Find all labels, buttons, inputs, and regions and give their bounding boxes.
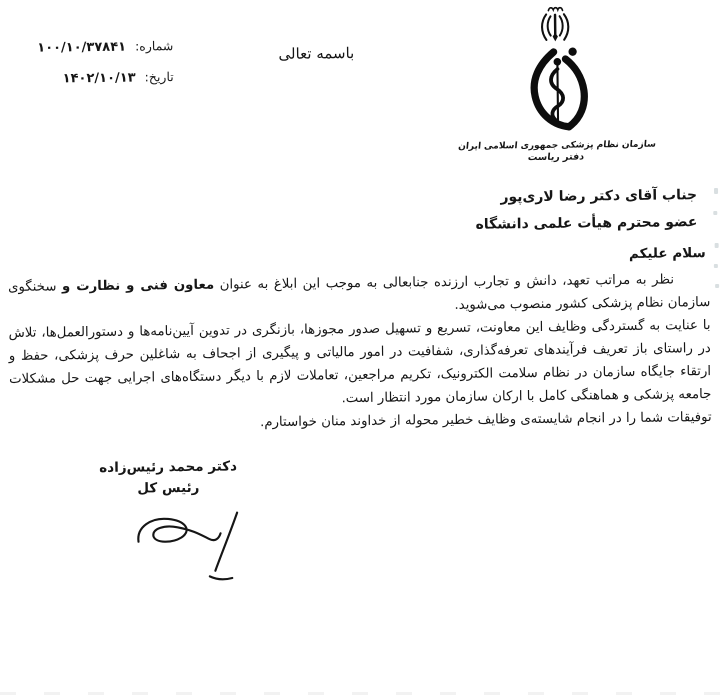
appointment-tail-text: سخنگوی سازمان نظام پزشکی کشور منصوب می‌شوید. (7, 279, 711, 313)
scan-artifact (714, 188, 718, 194)
signatory-name: دکتر محمد رئیس‌زاده (99, 458, 238, 476)
ref-date-label: تاریخ: (144, 69, 174, 85)
scan-artifact (713, 211, 717, 215)
org-logo (457, 3, 657, 165)
closing-line: توفیقات شما را در انجام شایسته‌ی وظایف خطیر محوله از خداوند منان خواستارم. (260, 410, 712, 431)
salutation-text: سلام علیکم (628, 245, 706, 262)
recipient-title: عضو محترم هیأت علمی دانشگاه (475, 214, 698, 233)
recipient-name: جناب آقای دکتر رضا لاری‌پور (500, 187, 698, 206)
iran-emblem-icon (538, 4, 572, 44)
scan-artifact (714, 264, 718, 268)
logo-caption (457, 139, 657, 165)
reference-block (25, 38, 174, 102)
org-name-text: سازمان نظام پزشکی جمهوری اسلامی ایران (457, 139, 657, 152)
body-paragraph-2: با عنایت به گستردگی وظایف این معاونت، تسریع و تسهیل صدور مجوزها، بازنگری در تدوین آیین‌نامه‌ها و دستورالعمل‌ها، تلاش در راستای باز تعریف فرآیندهای تعرفه‌گذاری، شفافیت در امور مالیاتی و پیگیری از اجحاف به شاغلین حرف پزشکی، حفظ و ارتقاء جایگاه سازمان در نظام سلامت الکترونیک، تکریم مراجعین، تعاملات لازم با دیگر دستگاه‌های اجرایی جهت حل مشکلات جامعه پزشکی و هماهنگی کامل با ارکان سازمان مورد انتظار است. (8, 318, 712, 407)
body-paragraph-1 (8, 268, 710, 322)
signature-scribble-icon (61, 501, 278, 587)
appointment-lead-text: نظر به مراتب تعهد، دانش و تجارب ارزنده جنابعالی به موجب این ابلاغ به عنوان (214, 272, 675, 293)
ref-number-label: شماره: (134, 38, 174, 54)
office-name-text: دفتر ریاست (527, 151, 585, 164)
signature-block (60, 456, 277, 587)
ref-number-row (25, 38, 173, 56)
scan-artifact (715, 243, 719, 248)
scan-artifact (715, 284, 719, 288)
medical-droplet-snake-icon (517, 43, 594, 138)
ref-date-row (26, 69, 174, 87)
appointment-title-bold: معاون فنی و نظارت و (61, 277, 215, 295)
ref-date-value: ۱۴۰۲/۱۰/۱۳ (62, 70, 136, 87)
ref-number-value: ۱۰۰/۱۰/۳۷۸۴۱ (37, 39, 127, 56)
recipient-block (475, 182, 697, 239)
letter-body (8, 268, 712, 437)
invocation-text: باسمه تعالی (278, 44, 355, 63)
signatory-title: رئیس کل (137, 479, 200, 497)
